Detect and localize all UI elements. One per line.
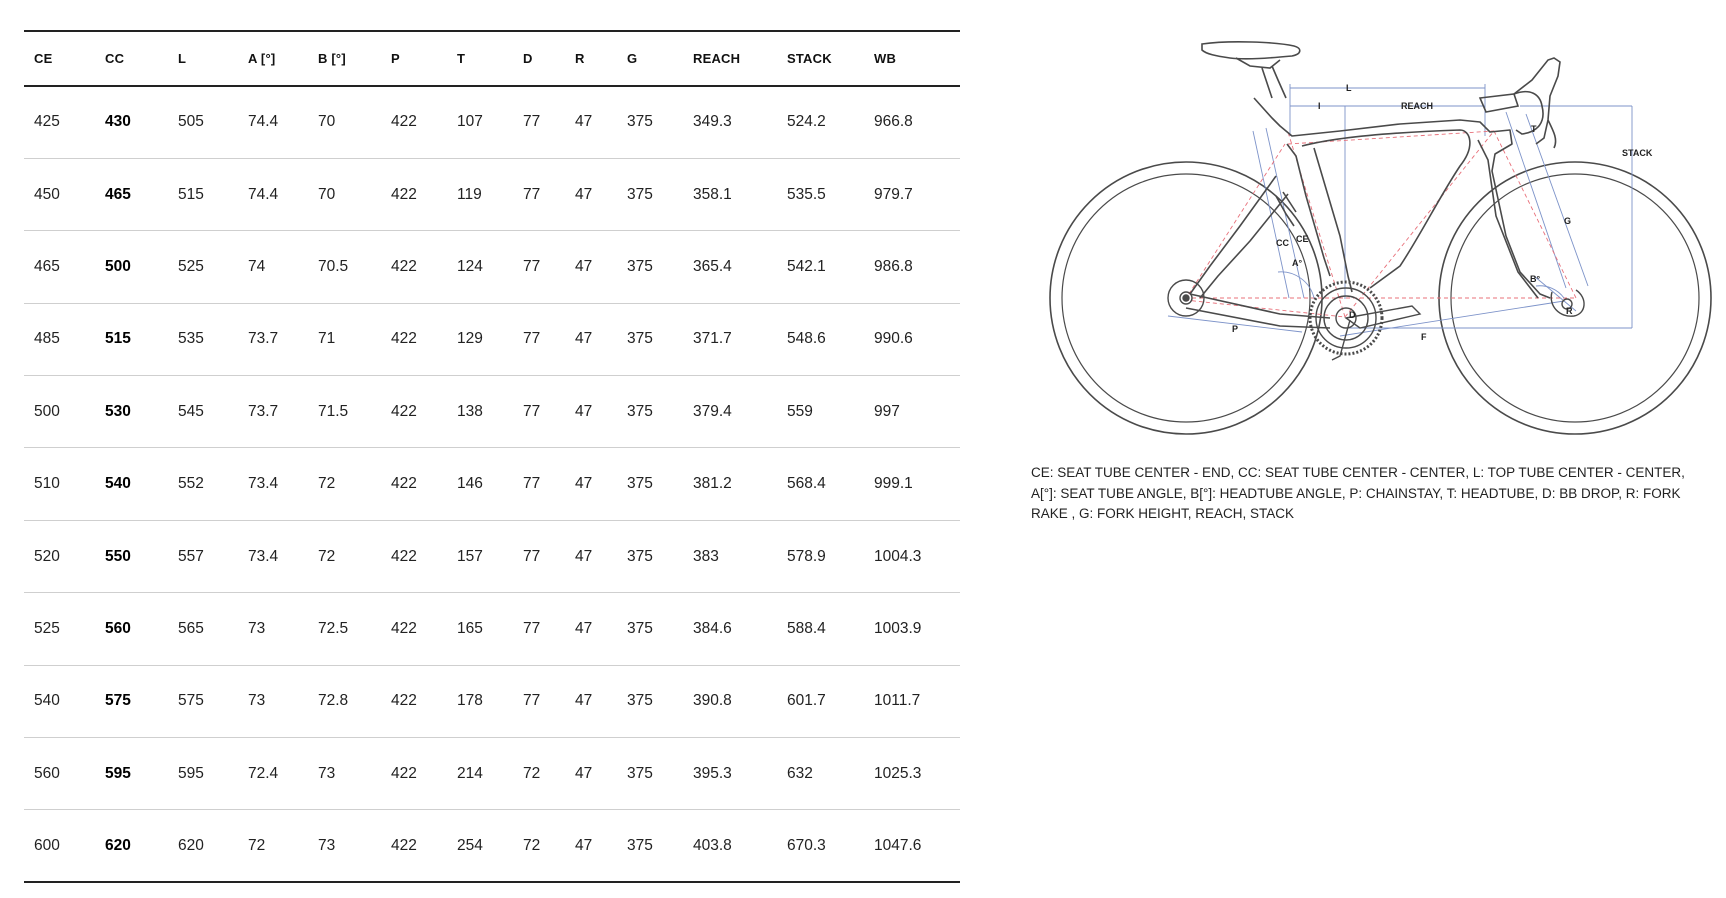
table-cell: 524.2 <box>777 86 864 158</box>
table-cell: 390.8 <box>683 665 777 737</box>
table-cell: 124 <box>447 231 513 303</box>
table-row <box>24 376 960 448</box>
table-cell: 997 <box>864 376 960 448</box>
table-row <box>24 303 960 375</box>
dim-label-i: I <box>1318 101 1321 111</box>
table-cell: 74 <box>238 231 308 303</box>
dim-label-cc: CC <box>1276 238 1289 248</box>
table-cell: 77 <box>513 303 565 375</box>
table-cell: 465 <box>95 158 168 230</box>
table-cell: 375 <box>617 810 683 882</box>
table-cell: 485 <box>24 303 95 375</box>
table-cell: 422 <box>381 593 447 665</box>
table-header-row <box>24 31 960 86</box>
table-cell: 1047.6 <box>864 810 960 882</box>
table-cell: 47 <box>565 303 617 375</box>
table-cell: 371.7 <box>683 303 777 375</box>
centerlines <box>1185 131 1576 317</box>
table-cell: 500 <box>24 376 95 448</box>
table-cell: 600 <box>24 810 95 882</box>
table-cell: 375 <box>617 593 683 665</box>
table-cell: 129 <box>447 303 513 375</box>
table-cell: 119 <box>447 158 513 230</box>
table-cell: 77 <box>513 665 565 737</box>
table-cell: 510 <box>24 448 95 520</box>
table-cell: 349.3 <box>683 86 777 158</box>
dim-label-r: R <box>1566 306 1573 316</box>
column-header: R <box>565 31 617 86</box>
table-cell: 157 <box>447 520 513 592</box>
table-cell: 47 <box>565 231 617 303</box>
table-cell: 422 <box>381 231 447 303</box>
table-cell: 375 <box>617 158 683 230</box>
column-header: B [°] <box>308 31 381 86</box>
table-cell: 47 <box>565 158 617 230</box>
table-cell: 535 <box>168 303 238 375</box>
column-header: G <box>617 31 683 86</box>
table-cell: 520 <box>24 520 95 592</box>
table-row <box>24 810 960 882</box>
table-cell: 73 <box>238 593 308 665</box>
table-cell: 999.1 <box>864 448 960 520</box>
dim-label-p: P <box>1232 324 1239 334</box>
table-cell: 595 <box>95 738 168 810</box>
table-cell: 71 <box>308 303 381 375</box>
table-cell: 72.5 <box>308 593 381 665</box>
table-cell: 620 <box>168 810 238 882</box>
table-cell: 165 <box>447 593 513 665</box>
table-cell: 73.4 <box>238 520 308 592</box>
table-cell: 72 <box>308 520 381 592</box>
table-cell: 72.4 <box>238 738 308 810</box>
table-cell: 395.3 <box>683 738 777 810</box>
table-cell: 47 <box>565 86 617 158</box>
table-cell: 72 <box>238 810 308 882</box>
table-row <box>24 86 960 158</box>
table-cell: 525 <box>168 231 238 303</box>
table-cell: 72 <box>308 448 381 520</box>
table-cell: 422 <box>381 86 447 158</box>
table-cell: 47 <box>565 520 617 592</box>
table-cell: 375 <box>617 376 683 448</box>
table-cell: 74.4 <box>238 86 308 158</box>
table-cell: 375 <box>617 86 683 158</box>
table-cell: 422 <box>381 810 447 882</box>
column-header: T <box>447 31 513 86</box>
column-header: P <box>381 31 447 86</box>
table-cell: 422 <box>381 520 447 592</box>
table-row <box>24 231 960 303</box>
table-cell: 73 <box>308 810 381 882</box>
table-cell: 505 <box>168 86 238 158</box>
dim-label-g: G <box>1564 216 1572 226</box>
table-cell: 545 <box>168 376 238 448</box>
table-cell: 620 <box>95 810 168 882</box>
table-cell: 254 <box>447 810 513 882</box>
table-cell: 178 <box>447 665 513 737</box>
column-header: CE <box>24 31 95 86</box>
table-cell: 381.2 <box>683 448 777 520</box>
table-row <box>24 593 960 665</box>
table-cell: 73 <box>238 665 308 737</box>
dim-label-reach: REACH <box>1401 101 1434 111</box>
table-cell: 525 <box>24 593 95 665</box>
column-header: WB <box>864 31 960 86</box>
table-cell: 375 <box>617 231 683 303</box>
table-cell: 73.7 <box>238 303 308 375</box>
table-cell: 375 <box>617 665 683 737</box>
table-cell: 979.7 <box>864 158 960 230</box>
table-cell: 515 <box>168 158 238 230</box>
table-cell: 560 <box>24 738 95 810</box>
table-cell: 47 <box>565 810 617 882</box>
table-cell: 422 <box>381 738 447 810</box>
table-cell: 1011.7 <box>864 665 960 737</box>
table-cell: 72 <box>513 738 565 810</box>
table-cell: 375 <box>617 448 683 520</box>
column-header: D <box>513 31 565 86</box>
crankset <box>1310 282 1420 360</box>
table-cell: 1003.9 <box>864 593 960 665</box>
table-cell: 540 <box>24 665 95 737</box>
table-cell: 450 <box>24 158 95 230</box>
dim-label-b: B° <box>1530 274 1541 284</box>
table-cell: 568.4 <box>777 448 864 520</box>
table-cell: 559 <box>777 376 864 448</box>
table-cell: 47 <box>565 448 617 520</box>
table-cell: 365.4 <box>683 231 777 303</box>
table-cell: 77 <box>513 520 565 592</box>
table-cell: 430 <box>95 86 168 158</box>
table-cell: 74.4 <box>238 158 308 230</box>
geometry-legend: CE: SEAT TUBE CENTER - END, CC: SEAT TUBE CENTER - CENTER, L: TOP TUBE CENTER - CENTER, A[°]: SEAT TUBE ANGLE, B[°]: HEADTUBE ANGLE, P: CHAINSTAY, T: HEADTUBE, D: BB DROP, R: FORK RAKE , G: FORK HEIGHT, REACH, STACK <box>1031 465 1685 521</box>
table-cell: 375 <box>617 738 683 810</box>
table-cell: 72 <box>513 810 565 882</box>
table-cell: 47 <box>565 593 617 665</box>
table-cell: 575 <box>95 665 168 737</box>
table-cell: 383 <box>683 520 777 592</box>
table-cell: 73 <box>308 738 381 810</box>
rear-hub <box>1168 280 1204 316</box>
dim-label-t: T <box>1531 124 1537 134</box>
table-cell: 548.6 <box>777 303 864 375</box>
table-cell: 47 <box>565 376 617 448</box>
table-cell: 1025.3 <box>864 738 960 810</box>
table-cell: 77 <box>513 86 565 158</box>
dim-label-d: D <box>1349 310 1356 320</box>
table-cell: 966.8 <box>864 86 960 158</box>
column-header: A [°] <box>238 31 308 86</box>
table-cell: 384.6 <box>683 593 777 665</box>
table-cell: 47 <box>565 665 617 737</box>
table-row <box>24 665 960 737</box>
table-cell: 425 <box>24 86 95 158</box>
table-cell: 578.9 <box>777 520 864 592</box>
table-cell: 565 <box>168 593 238 665</box>
table-row <box>24 738 960 810</box>
column-header: STACK <box>777 31 864 86</box>
table-cell: 575 <box>168 665 238 737</box>
table-cell: 72.8 <box>308 665 381 737</box>
dim-label-a: A° <box>1292 258 1303 268</box>
table-cell: 670.3 <box>777 810 864 882</box>
dim-label-l: L <box>1346 83 1352 93</box>
dim-label-f: F <box>1421 332 1427 342</box>
table-cell: 77 <box>513 448 565 520</box>
column-header: REACH <box>683 31 777 86</box>
table-cell: 146 <box>447 448 513 520</box>
table-cell: 986.8 <box>864 231 960 303</box>
geometry-table <box>24 30 960 883</box>
column-header: CC <box>95 31 168 86</box>
table-row <box>24 158 960 230</box>
table-cell: 550 <box>95 520 168 592</box>
table-cell: 375 <box>617 303 683 375</box>
bike-geometry-diagram <box>1040 36 1720 440</box>
table-cell: 77 <box>513 376 565 448</box>
table-cell: 552 <box>168 448 238 520</box>
table-cell: 1004.3 <box>864 520 960 592</box>
column-header: L <box>168 31 238 86</box>
table-cell: 70.5 <box>308 231 381 303</box>
table-cell: 557 <box>168 520 238 592</box>
table-cell: 70 <box>308 86 381 158</box>
table-cell: 422 <box>381 158 447 230</box>
table-cell: 542.1 <box>777 231 864 303</box>
table-cell: 47 <box>565 738 617 810</box>
table-cell: 422 <box>381 303 447 375</box>
table-cell: 595 <box>168 738 238 810</box>
table-cell: 358.1 <box>683 158 777 230</box>
frame <box>1186 98 1550 328</box>
table-cell: 560 <box>95 593 168 665</box>
table-cell: 500 <box>95 231 168 303</box>
table-row <box>24 520 960 592</box>
table-cell: 422 <box>381 448 447 520</box>
table-cell: 990.6 <box>864 303 960 375</box>
table-cell: 540 <box>95 448 168 520</box>
table-cell: 77 <box>513 158 565 230</box>
table-cell: 632 <box>777 738 864 810</box>
table-cell: 73.7 <box>238 376 308 448</box>
table-cell: 588.4 <box>777 593 864 665</box>
table-cell: 379.4 <box>683 376 777 448</box>
saddle <box>1202 42 1300 98</box>
table-cell: 107 <box>447 86 513 158</box>
table-cell: 77 <box>513 593 565 665</box>
dim-label-ce: CE <box>1296 234 1309 244</box>
table-cell: 375 <box>617 520 683 592</box>
table-row <box>24 448 960 520</box>
table-cell: 214 <box>447 738 513 810</box>
table-cell: 530 <box>95 376 168 448</box>
table-cell: 422 <box>381 376 447 448</box>
table-cell: 73.4 <box>238 448 308 520</box>
table-cell: 70 <box>308 158 381 230</box>
table-cell: 138 <box>447 376 513 448</box>
table-cell: 77 <box>513 231 565 303</box>
table-body <box>24 86 960 882</box>
dim-label-stack: STACK <box>1622 148 1653 158</box>
table-cell: 535.5 <box>777 158 864 230</box>
table-cell: 422 <box>381 665 447 737</box>
table-cell: 601.7 <box>777 665 864 737</box>
table-cell: 465 <box>24 231 95 303</box>
table-cell: 71.5 <box>308 376 381 448</box>
table-cell: 515 <box>95 303 168 375</box>
table-cell: 403.8 <box>683 810 777 882</box>
handlebar <box>1480 58 1560 148</box>
